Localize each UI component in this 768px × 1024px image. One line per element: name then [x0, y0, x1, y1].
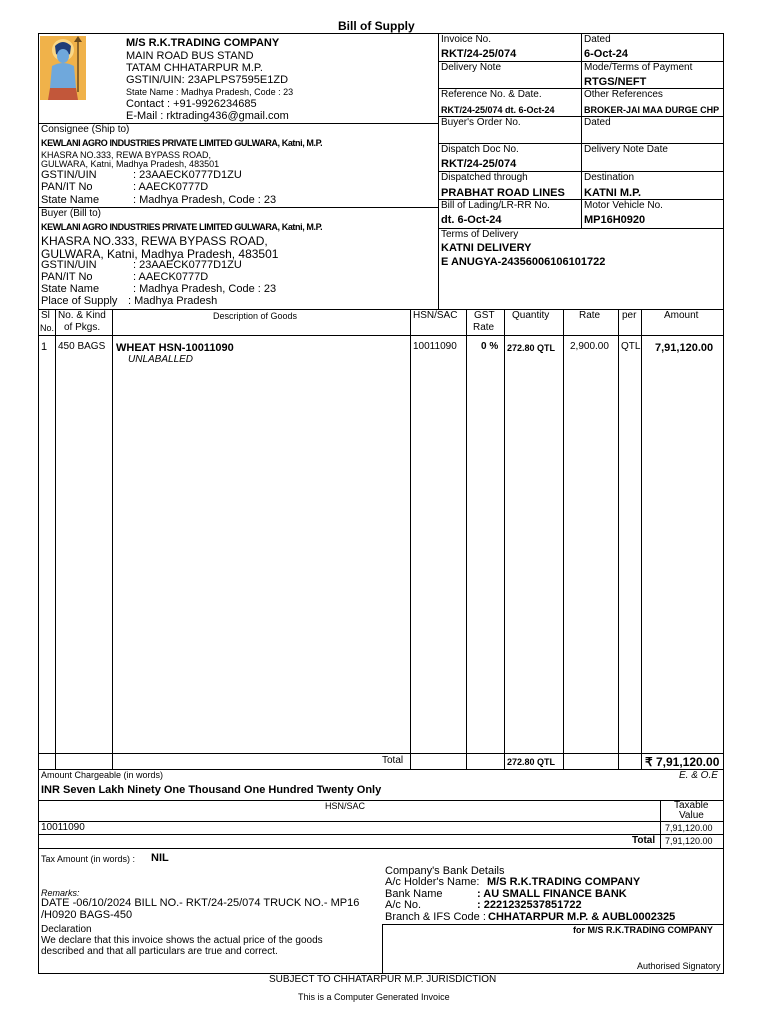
row-description-sub: UNLABALLED [128, 354, 194, 365]
declaration-line-2: described and that all particulars are true and correct. [41, 946, 278, 957]
buyer-gstin-label: GSTIN/UIN [41, 259, 97, 271]
hsn-summary-code: 10011090 [41, 822, 85, 833]
tax-amount-value: NIL [151, 852, 169, 864]
remarks-line-1: DATE -06/10/2024 BILL NO.- RKT/24-25/074 TRUCK NO.- MP16 [41, 897, 360, 909]
buyer-heading: Buyer (Bill to) [41, 208, 102, 219]
seller-gstin: GSTIN/UIN: 23APLPS7595E1ZD [126, 74, 289, 86]
consignee-pan: : AAECK0777D [133, 181, 209, 193]
total-quantity: 272.80 QTL [507, 757, 556, 767]
hsn-summary-taxable: 7,91,120.00 [665, 823, 713, 833]
buyer-state-label: State Name [41, 283, 100, 295]
amount-in-words: INR Seven Lakh Ninety One Thousand One Hundred Twenty Only [41, 784, 382, 796]
seller-state: State Name : Madhya Pradesh, Code : 23 [126, 87, 294, 97]
reference-label: Reference No. & Date. [441, 89, 542, 100]
row-gst: 0 % [481, 341, 499, 352]
remarks-line-2: /H0920 BAGS-450 [41, 909, 133, 921]
consignee-state-label: State Name [41, 194, 100, 206]
buyer-address-1: KHASRA NO.333, REWA BYPASS ROAD, [41, 234, 268, 248]
bank-holder: M/S R.K.TRADING COMPANY [487, 876, 641, 888]
consignee-heading: Consignee (Ship to) [41, 124, 130, 135]
destination: KATNI M.P. [584, 187, 642, 199]
col-header-amount: Amount [664, 310, 699, 321]
dispatched-through: PRABHAT ROAD LINES [441, 187, 565, 199]
payment-mode-label: Mode/Terms of Payment [584, 62, 693, 73]
taxable-value-header-2: Value [679, 810, 704, 821]
col-header-per: per [622, 310, 637, 321]
terms-of-delivery-2: E ANUGYA-24356006106101722 [441, 256, 606, 268]
row-rate: 2,900.00 [570, 341, 609, 352]
payment-mode: RTGS/NEFT [584, 76, 647, 88]
bank-holder-label: A/c Holder's Name: [385, 876, 480, 888]
bank-name-label: Bank Name [385, 888, 443, 900]
consignee-name: KEWLANI AGRO INDUSTRIES PRIVATE LIMITED GULWARA, Katni, M.P. [41, 138, 323, 148]
declaration-label: Declaration [41, 924, 92, 935]
row-quantity: 272.80 QTL [507, 343, 556, 353]
seller-name: M/S R.K.TRADING COMPANY [126, 37, 280, 49]
bank-branch: CHHATARPUR M.P. & AUBL0002325 [488, 911, 676, 923]
delivery-note-label: Delivery Note [441, 62, 502, 73]
authorised-signatory: Authorised Signatory [637, 961, 721, 971]
seller-address-2: TATAM CHHATARPUR M.P. [126, 62, 263, 74]
terms-of-delivery-label: Terms of Delivery [441, 229, 519, 240]
col-header-sl: Sl [41, 310, 50, 321]
row-hsn: 10011090 [413, 341, 457, 352]
signature-for: for M/S R.K.TRADING COMPANY [573, 925, 713, 935]
other-references: BROKER-JAI MAA DURGE CHP [584, 105, 720, 115]
bank-acno-label: A/c No. [385, 899, 422, 911]
bank-heading: Company's Bank Details [385, 865, 505, 877]
buyers-order-dated-label: Dated [584, 117, 611, 128]
tax-amount-label: Tax Amount (in words) : [41, 854, 136, 864]
buyer-gstin: : 23AAECK0777D1ZU [133, 259, 242, 271]
eoe-label: E. & O.E [679, 770, 718, 781]
remarks-label: Remarks: [41, 888, 80, 898]
motor-vehicle-label: Motor Vehicle No. [584, 200, 663, 211]
consignee-address-2: GULWARA, Katni, Madhya Pradesh, 483501 [41, 159, 220, 169]
buyer-pan: : AAECK0777D [133, 271, 209, 283]
delivery-note-date-label: Delivery Note Date [584, 144, 668, 155]
jurisdiction: SUBJECT TO CHHATARPUR M.P. JURISDICTION [269, 974, 497, 985]
row-per: QTL [621, 341, 641, 352]
taxable-value-header: Taxable [674, 800, 709, 811]
dispatch-doc-label: Dispatch Doc No. [441, 144, 519, 155]
document-title: Bill of Supply [338, 19, 415, 33]
row-description: WHEAT HSN-10011090 [116, 342, 234, 354]
buyer-place-of-supply-label: Place of Supply [41, 295, 118, 307]
buyer-pan-label: PAN/IT No [41, 271, 93, 283]
dispatched-through-label: Dispatched through [441, 172, 528, 183]
buyer-place-of-supply: : Madhya Pradesh [128, 295, 218, 307]
col-header-hsn: HSN/SAC [413, 310, 458, 321]
col-header-gst-rate: Rate [473, 322, 495, 333]
invoice-no-label: Invoice No. [441, 34, 492, 45]
col-header-quantity: Quantity [512, 310, 550, 321]
col-header-rate: Rate [579, 310, 601, 321]
seller-contact: Contact : +91-9926234685 [126, 98, 257, 110]
row-amount: 7,91,120.00 [655, 342, 714, 354]
destination-label: Destination [584, 172, 635, 183]
consignee-state: : Madhya Pradesh, Code : 23 [133, 194, 277, 206]
seller-logo [40, 36, 86, 100]
computer-generated-note: This is a Computer Generated Invoice [298, 992, 450, 1002]
consignee-pan-label: PAN/IT No [41, 181, 93, 193]
col-header-sl-no: No. [40, 323, 55, 333]
total-amount: ₹ 7,91,120.00 [645, 755, 720, 769]
bank-name: : AU SMALL FINANCE BANK [477, 888, 627, 900]
buyer-state: : Madhya Pradesh, Code : 23 [133, 283, 277, 295]
total-label: Total [382, 755, 404, 766]
bill-of-lading: dt. 6-Oct-24 [441, 214, 502, 226]
dispatch-doc: RKT/24-25/074 [441, 158, 517, 170]
bank-branch-label: Branch & IFS Code : [385, 911, 486, 923]
bill-of-lading-label: Bill of Lading/LR-RR No. [441, 200, 550, 211]
col-header-gst: GST [474, 310, 495, 321]
terms-of-delivery-1: KATNI DELIVERY [441, 242, 532, 254]
buyer-address-2: GULWARA, Katni, Madhya Pradesh, 483501 [41, 247, 279, 261]
hsn-summary-total-label: Total [632, 835, 656, 846]
amount-words-label: Amount Chargeable (in words) [41, 770, 164, 780]
seller-email: E-Mail : rktrading436@gmail.com [126, 110, 289, 122]
consignee-gstin: : 23AAECK0777D1ZU [133, 169, 242, 181]
consignee-gstin-label: GSTIN/UIN [41, 169, 97, 181]
consignee-address-1: KHASRA NO.333, REWA BYPASS ROAD, [41, 150, 212, 160]
col-header-pkgs-kind: of Pkgs. [64, 322, 101, 333]
invoice-date: 6-Oct-24 [584, 48, 629, 60]
other-references-label: Other References [584, 89, 663, 100]
col-header-pkgs: No. & Kind [58, 310, 106, 321]
bank-acno: : 2221232537851722 [477, 899, 582, 911]
declaration-line-1: We declare that this invoice shows the actual price of the goods [41, 935, 323, 946]
row-pkgs: 450 BAGS [58, 341, 106, 352]
invoice-no: RKT/24-25/074 [441, 48, 517, 60]
col-header-description: Description of Goods [213, 311, 298, 321]
row-sl: 1 [41, 341, 48, 353]
hsn-summary-total: 7,91,120.00 [665, 836, 713, 846]
buyers-order-label: Buyer's Order No. [441, 117, 521, 128]
hsn-summary-header: HSN/SAC [325, 801, 366, 811]
seller-address-1: MAIN ROAD BUS STAND [126, 50, 254, 62]
buyer-name: KEWLANI AGRO INDUSTRIES PRIVATE LIMITED GULWARA, Katni, M.P. [41, 222, 323, 232]
dated-label: Dated [584, 34, 611, 45]
motor-vehicle: MP16H0920 [584, 214, 646, 226]
reference-value: RKT/24-25/074 dt. 6-Oct-24 [441, 105, 555, 115]
